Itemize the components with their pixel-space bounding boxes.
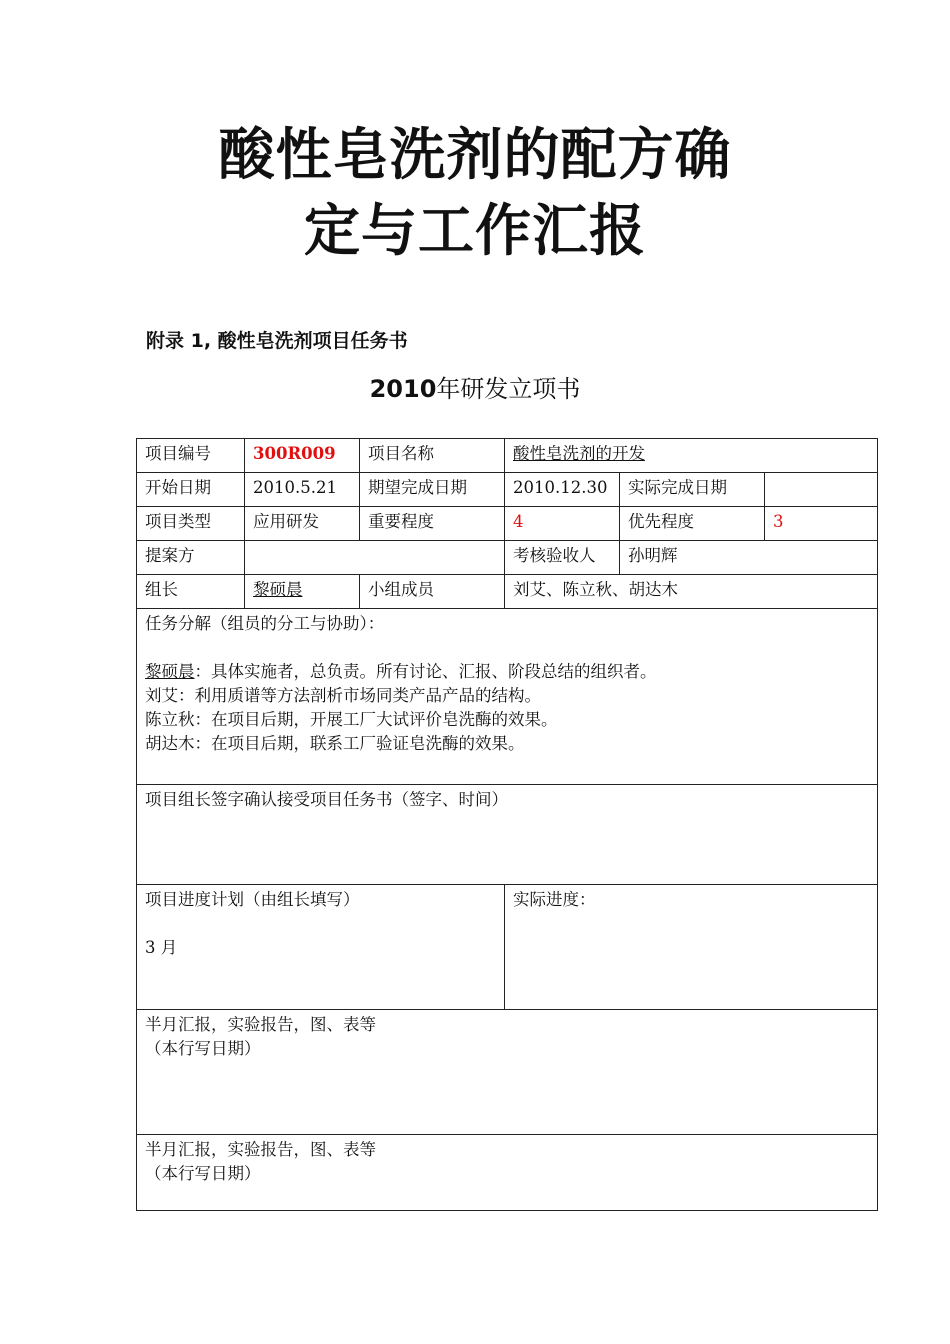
- form-row-report-2: [137, 1135, 878, 1211]
- value-proposer: [245, 541, 505, 575]
- label-proposer: 提案方: [137, 541, 245, 575]
- actual-progress-cell: 实际进度：: [505, 885, 878, 1010]
- label-reviewer: 考核验收人: [505, 541, 620, 575]
- appendix-label: 附录 1, 酸性皂洗剂项目任务书: [146, 330, 408, 352]
- plan-heading: 项目进度计划（由组长填写）: [145, 890, 360, 909]
- document-title-line2: 定与工作汇报: [304, 199, 646, 264]
- label-project-no: 项目编号: [137, 439, 245, 473]
- task-line-leader: [145, 660, 869, 684]
- task-line-member-1: 刘艾：利用质谱等方法剖析市场同类产品产品的结构。: [145, 686, 541, 705]
- value-priority: 3: [765, 507, 878, 541]
- value-expected-date: 2010.12.30: [505, 473, 620, 507]
- project-task-form: [136, 438, 878, 1211]
- form-row-type: [137, 507, 878, 541]
- value-reviewer: 孙明辉: [620, 541, 878, 575]
- label-project-type: 项目类型: [137, 507, 245, 541]
- form-row-plan: [137, 885, 878, 1010]
- value-project-type: 应用研发: [245, 507, 360, 541]
- report-cell-1: [137, 1010, 878, 1135]
- task-leader-text: ：具体实施者，总负责。所有讨论、汇报、阶段总结的组织者。: [194, 662, 657, 681]
- report-1-line1: 半月汇报，实验报告，图、表等: [145, 1015, 376, 1034]
- report-2-line2: （本行写日期）: [145, 1164, 261, 1183]
- task-line-member-2: 陈立秋：在项目后期，开展工厂大试评价皂洗酶的效果。: [145, 710, 558, 729]
- form-subtitle-year: 2010: [369, 375, 437, 403]
- label-project-name: 项目名称: [360, 439, 505, 473]
- form-row-team: [137, 575, 878, 609]
- form-row-dates: [137, 473, 878, 507]
- plan-cell: [137, 885, 505, 1010]
- label-members: 小组成员: [360, 575, 505, 609]
- form-row-proposer: [137, 541, 878, 575]
- value-project-no: 300R009: [245, 439, 360, 473]
- label-leader: 组长: [137, 575, 245, 609]
- value-leader: 黎硕晨: [245, 575, 360, 609]
- form-row-report-1: [137, 1010, 878, 1135]
- report-2-line1: 半月汇报，实验报告，图、表等: [145, 1140, 376, 1159]
- task-line-member-3: 胡达木：在项目后期，联系工厂验证皂洗酶的效果。: [145, 734, 525, 753]
- task-leader-name: 黎硕晨: [145, 662, 195, 681]
- value-actual-date: [765, 473, 878, 507]
- document-title-line1: 酸性皂洗剂的配方确: [218, 123, 732, 188]
- plan-month: 3 月: [145, 938, 178, 957]
- form-subtitle: [0, 372, 950, 406]
- report-cell-2: [137, 1135, 878, 1211]
- form-row-signature: [137, 785, 878, 885]
- signature-cell: 项目组长签字确认接受项目任务书（签字、时间）: [137, 785, 878, 885]
- form-row-project-id: [137, 439, 878, 473]
- task-breakdown-heading: 任务分解（组员的分工与协助）：: [145, 614, 385, 633]
- value-start-date: 2010.5.21: [245, 473, 360, 507]
- label-priority: 优先程度: [620, 507, 765, 541]
- value-project-name: 酸性皂洗剂的开发: [505, 439, 878, 473]
- value-members: 刘艾、陈立秋、胡达木: [505, 575, 878, 609]
- document-title: [0, 118, 950, 270]
- report-1-line2: （本行写日期）: [145, 1039, 261, 1058]
- form-row-tasks: [137, 609, 878, 785]
- label-start-date: 开始日期: [137, 473, 245, 507]
- task-breakdown-cell: [137, 609, 878, 785]
- form-subtitle-text: 年研发立项书: [436, 375, 581, 403]
- label-actual-date: 实际完成日期: [620, 473, 765, 507]
- label-expected-date: 期望完成日期: [360, 473, 505, 507]
- label-importance: 重要程度: [360, 507, 505, 541]
- value-importance: 4: [505, 507, 620, 541]
